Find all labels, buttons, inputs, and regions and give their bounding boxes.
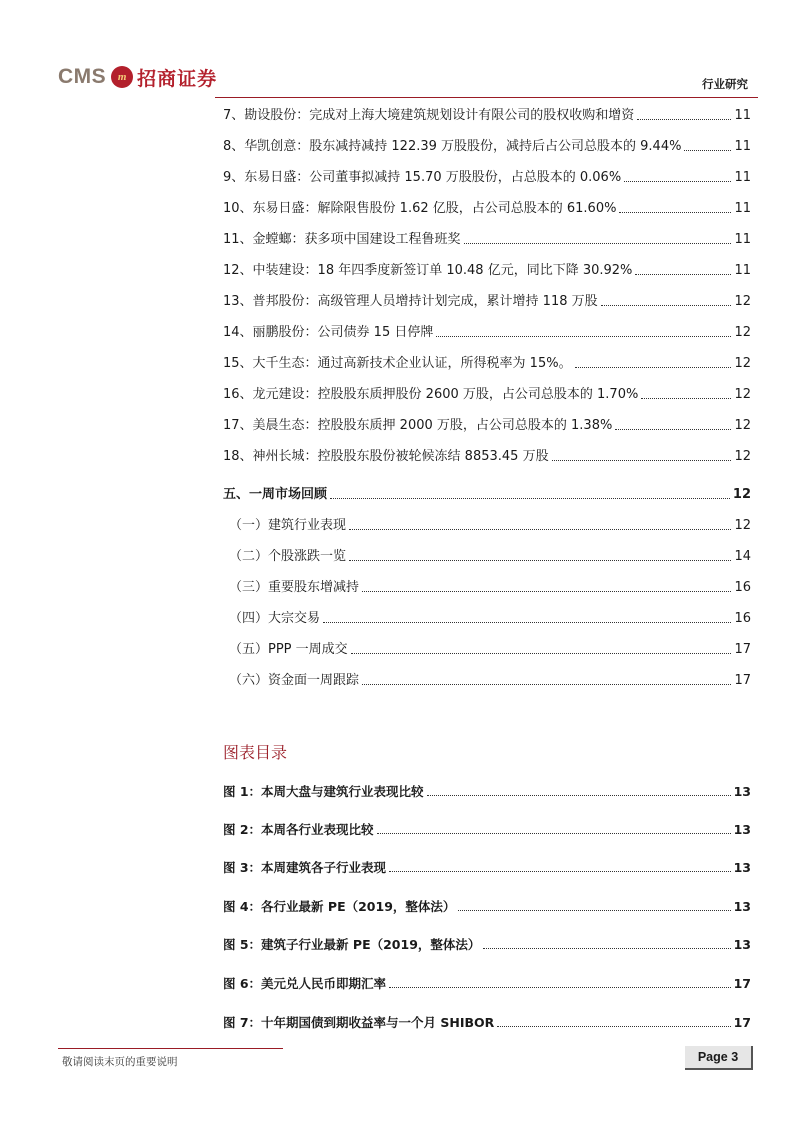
toc-subsection-page: 16 bbox=[734, 580, 751, 595]
figure-entry-page: 17 bbox=[733, 1015, 751, 1030]
leader-dots bbox=[427, 795, 731, 796]
figure-entry-page: 13 bbox=[733, 860, 751, 875]
toc-entry-title: 11、金螳螂：获多项中国建设工程鲁班奖 bbox=[223, 232, 461, 247]
toc-subsection-title: （二）个股涨跌一览 bbox=[229, 549, 347, 564]
toc-subsection-page: 16 bbox=[734, 611, 751, 626]
leader-dots bbox=[641, 398, 731, 399]
toc-entry-title: 14、丽鹏股份：公司债券 15 日停牌 bbox=[223, 325, 434, 340]
figure-entry-page: 13 bbox=[733, 899, 751, 914]
toc-entry-page: 11 bbox=[734, 232, 751, 247]
toc-entry[interactable] bbox=[223, 197, 751, 217]
toc-entry-page: 11 bbox=[734, 201, 751, 216]
toc-entry-page: 12 bbox=[734, 418, 751, 433]
toc-entry[interactable] bbox=[223, 414, 751, 434]
toc-entry-title: 18、神州长城：控股股东股份被轮候冻结 8853.45 万股 bbox=[223, 449, 549, 464]
leader-dots bbox=[619, 212, 731, 213]
toc-entry-title: 15、大千生态：通过高新技术企业认证，所得税率为 15%。 bbox=[223, 356, 572, 371]
leader-dots bbox=[362, 684, 731, 685]
leader-dots bbox=[351, 653, 732, 654]
leader-dots bbox=[389, 871, 731, 872]
toc-subsection-entry[interactable] bbox=[223, 638, 751, 658]
brand-logo bbox=[58, 62, 217, 92]
toc-entry[interactable] bbox=[223, 166, 751, 186]
toc-entry[interactable] bbox=[223, 104, 751, 124]
figure-entry[interactable] bbox=[223, 1011, 751, 1031]
toc-entry-page: 12 bbox=[734, 356, 751, 371]
leader-dots bbox=[323, 622, 731, 623]
leader-dots bbox=[637, 119, 731, 120]
figure-entry-title: 图 1：本周大盘与建筑行业表现比较 bbox=[223, 784, 424, 799]
toc-entry[interactable] bbox=[223, 259, 751, 279]
toc-subsection-entry[interactable] bbox=[223, 514, 751, 534]
toc-subsection-entry[interactable] bbox=[223, 607, 751, 627]
figure-entry[interactable] bbox=[223, 856, 751, 876]
toc-entry[interactable] bbox=[223, 135, 751, 155]
figure-entry[interactable] bbox=[223, 818, 751, 838]
toc-subsection-title: （一）建筑行业表现 bbox=[229, 518, 347, 533]
figure-entry-title: 图 7：十年期国债到期收益率与一个月 SHIBOR bbox=[223, 1015, 495, 1030]
footer-divider bbox=[58, 1048, 283, 1049]
leader-dots bbox=[615, 429, 731, 430]
leader-dots bbox=[624, 181, 731, 182]
figure-entry[interactable] bbox=[223, 972, 751, 992]
section-tag: 行业研究 bbox=[702, 77, 748, 91]
figure-entry-title: 图 4：各行业最新 PE（2019，整体法） bbox=[223, 899, 456, 914]
figure-entry[interactable] bbox=[223, 933, 751, 953]
toc-section-entry[interactable] bbox=[223, 483, 751, 503]
figure-entry[interactable] bbox=[223, 780, 751, 800]
toc-subsection-page: 17 bbox=[734, 642, 751, 657]
leader-dots bbox=[349, 529, 731, 530]
toc-entry-title: 16、龙元建设：控股股东质押股份 2600 万股，占公司总股本的 1.70% bbox=[223, 387, 639, 402]
toc-subsection-title: （三）重要股东增减持 bbox=[229, 580, 360, 595]
leader-dots bbox=[330, 498, 730, 499]
toc-entry[interactable] bbox=[223, 352, 751, 372]
toc-subsection-page: 14 bbox=[734, 549, 751, 564]
toc-entry-title: 12、中装建设：18 年四季度新签订单 10.48 亿元，同比下降 30.92% bbox=[223, 263, 633, 278]
toc-subsection-entry[interactable] bbox=[223, 576, 751, 596]
figures-list-title: 图表目录 bbox=[223, 743, 288, 762]
toc-subsection-title: （五）PPP 一周成交 bbox=[229, 642, 348, 657]
footer-disclaimer: 敬请阅读末页的重要说明 bbox=[62, 1056, 178, 1068]
toc-entry-title: 8、华凯创意：股东减持减持 122.39 万股股份，减持后占公司总股本的 9.44% bbox=[223, 139, 682, 154]
leader-dots bbox=[436, 336, 731, 337]
leader-dots bbox=[362, 591, 731, 592]
leader-dots bbox=[349, 560, 731, 561]
figure-entry-page: 13 bbox=[733, 822, 751, 837]
leader-dots bbox=[601, 305, 732, 306]
toc-section-page: 12 bbox=[732, 487, 751, 502]
toc-entry[interactable] bbox=[223, 228, 751, 248]
toc-subsection-title: （六）资金面一周跟踪 bbox=[229, 673, 360, 688]
toc-entry[interactable] bbox=[223, 445, 751, 465]
leader-dots bbox=[575, 367, 732, 368]
toc-entry[interactable] bbox=[223, 290, 751, 310]
toc-entry-title: 7、勘设股份：完成对上海大境建筑规划设计有限公司的股权收购和增资 bbox=[223, 108, 635, 123]
toc-subsection-entry[interactable] bbox=[223, 669, 751, 689]
toc-entry-title: 9、东易日盛：公司董事拟减持 15.70 万股股份，占总股本的 0.06% bbox=[223, 170, 622, 185]
toc-entry-title: 10、东易日盛：解除限售股份 1.62 亿股，占公司总股本的 61.60% bbox=[223, 201, 617, 216]
toc-entry-page: 11 bbox=[734, 139, 751, 154]
leader-dots bbox=[483, 948, 730, 949]
toc-entry-page: 12 bbox=[734, 325, 751, 340]
toc-entry-page: 11 bbox=[734, 263, 751, 278]
leader-dots bbox=[464, 243, 732, 244]
figure-entry-title: 图 5：建筑子行业最新 PE（2019，整体法） bbox=[223, 937, 481, 952]
figure-entry[interactable] bbox=[223, 895, 751, 915]
leader-dots bbox=[684, 150, 731, 151]
toc-section-title: 五、一周市场回顾 bbox=[223, 487, 328, 502]
figure-entry-title: 图 3：本周建筑各子行业表现 bbox=[223, 860, 387, 875]
toc-entry-title: 17、美晨生态：控股股东质押 2000 万股，占公司总股本的 1.38% bbox=[223, 418, 613, 433]
toc-subsection-entry[interactable] bbox=[223, 545, 751, 565]
toc-entry-page: 12 bbox=[734, 449, 751, 464]
leader-dots bbox=[377, 833, 731, 834]
leader-dots bbox=[389, 987, 731, 988]
toc-entry-page: 11 bbox=[734, 170, 751, 185]
toc-entry-page: 12 bbox=[734, 294, 751, 309]
logo-chinese-text: 招商证券 bbox=[137, 67, 218, 90]
leader-dots bbox=[458, 910, 730, 911]
toc-entry-page: 12 bbox=[734, 387, 751, 402]
toc-entry[interactable] bbox=[223, 383, 751, 403]
header-divider bbox=[215, 97, 758, 98]
logo-emblem-icon: m bbox=[111, 66, 133, 88]
toc-entry[interactable] bbox=[223, 321, 751, 341]
toc-subsection-page: 12 bbox=[734, 518, 751, 533]
leader-dots bbox=[497, 1026, 730, 1027]
figure-entry-title: 图 2：本周各行业表现比较 bbox=[223, 822, 374, 837]
leader-dots bbox=[552, 460, 732, 461]
leader-dots bbox=[635, 274, 731, 275]
toc-entry-page: 11 bbox=[734, 108, 751, 123]
toc-subsection-page: 17 bbox=[734, 673, 751, 688]
figure-entry-page: 13 bbox=[733, 784, 751, 799]
toc-subsection-title: （四）大宗交易 bbox=[229, 611, 321, 626]
page-number-badge: Page 3 bbox=[685, 1046, 753, 1070]
toc-entry-title: 13、普邦股份：高级管理人员增持计划完成，累计增持 118 万股 bbox=[223, 294, 598, 309]
figure-entry-title: 图 6：美元兑人民币即期汇率 bbox=[223, 976, 387, 991]
logo-latin-text: CMS bbox=[58, 65, 107, 88]
figure-entry-page: 13 bbox=[733, 937, 751, 952]
figure-entry-page: 17 bbox=[733, 976, 751, 991]
